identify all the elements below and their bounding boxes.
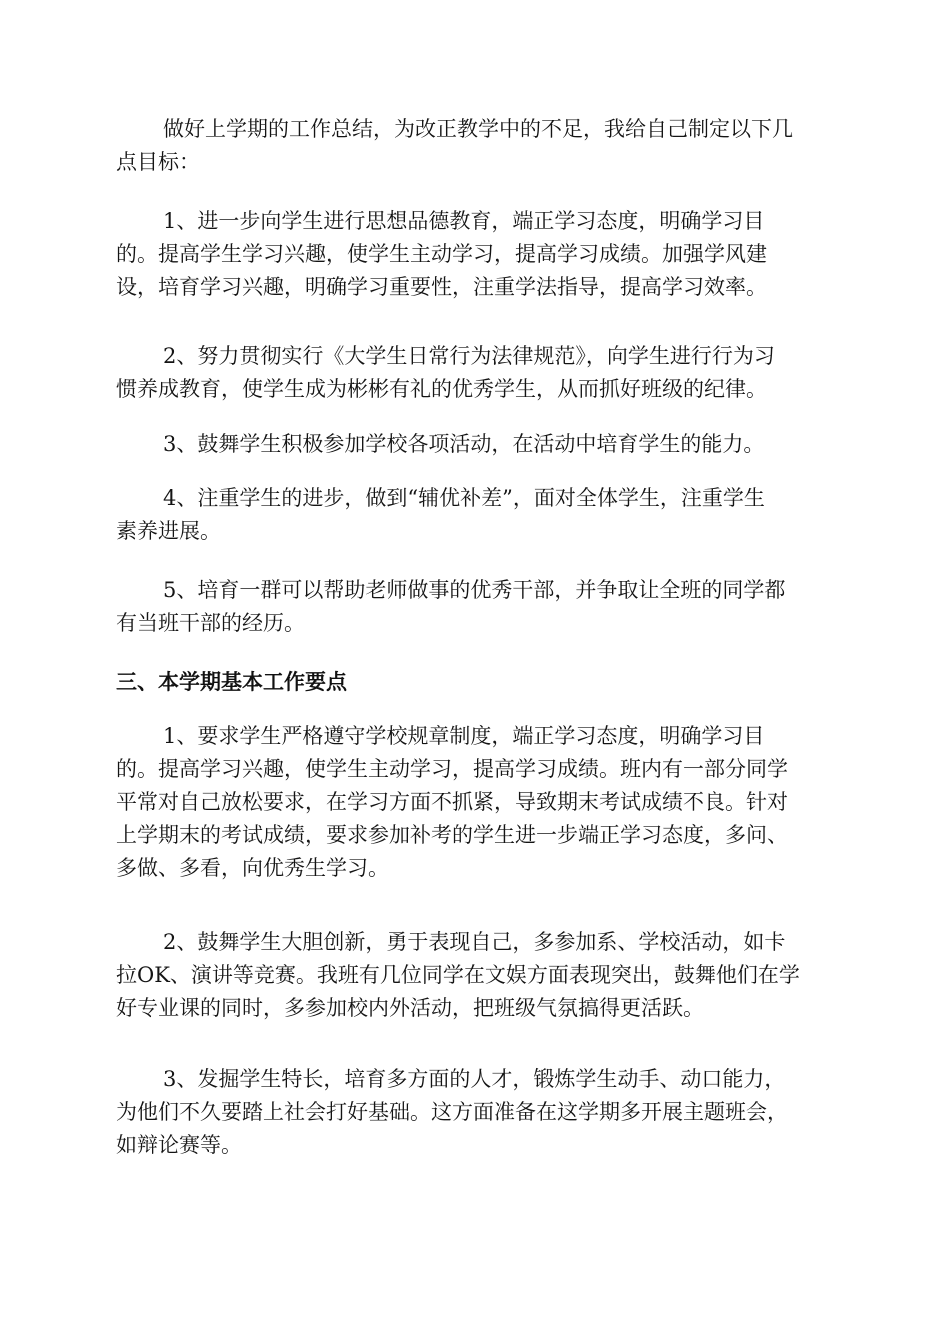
intro-paragraph (116, 113, 836, 179)
text-line: 上学期末的考试成绩，要求参加补考的学生进一步端正学习态度，多问、 (116, 823, 788, 847)
goal-item-4 (116, 482, 836, 548)
text-line: 拉OK、演讲等竞赛。我班有几位同学在文娱方面表现突出，鼓舞他们在学 (116, 963, 800, 987)
section-heading: 三、本学期基本工作要点 (116, 670, 347, 694)
work-point-3 (116, 1063, 836, 1162)
text-line: 多做、多看，向优秀生学习。 (116, 856, 389, 880)
goal-item-3 (116, 428, 836, 461)
text-line: 1、进一步向学生进行思想品德教育，端正学习态度，明确学习目 (163, 209, 765, 233)
text-line: 3、发掘学生特长，培育多方面的人才，锻炼学生动手、动口能力， (163, 1067, 786, 1091)
text-line: 3、鼓舞学生积极参加学校各项活动，在活动中培育学生的能力。 (163, 432, 765, 456)
text-line: 5、培育一群可以帮助老师做事的优秀干部，并争取让全班的同学都 (163, 578, 786, 602)
text-line: 如辩论赛等。 (116, 1133, 242, 1157)
work-point-1 (116, 720, 836, 885)
text-line: 的。提高学生学习兴趣，使学生主动学习，提高学习成绩。加强学风建 (116, 242, 767, 266)
text-line: 的。提高学习兴趣，使学生主动学习，提高学习成绩。班内有一部分同学 (116, 757, 788, 781)
goal-item-5 (116, 574, 836, 640)
text-line: 平常对自己放松要求，在学习方面不抓紧，导致期末考试成绩不良。针对 (116, 790, 788, 814)
text-line: 素养进展。 (116, 519, 221, 543)
text-line: 1、要求学生严格遵守学校规章制度，端正学习态度，明确学习目 (163, 724, 765, 748)
goal-item-2 (116, 340, 836, 406)
text-line: 好专业课的同时，多参加校内外活动，把班级气氛搞得更活跃。 (116, 996, 704, 1020)
text-line: 2、鼓舞学生大胆创新，勇于表现自己，多参加系、学校活动，如卡 (163, 930, 786, 954)
goal-item-1 (116, 205, 836, 304)
text-line: 设，培育学习兴趣，明确学习重要性，注重学法指导，提高学习效率。 (116, 275, 767, 299)
text-line: 惯养成教育，使学生成为彬彬有礼的优秀学生，从而抓好班级的纪律。 (116, 377, 767, 401)
work-point-2 (116, 926, 836, 1025)
text-line: 点目标： (116, 150, 200, 174)
text-line: 为他们不久要踏上社会打好基础。这方面准备在这学期多开展主题班会， (116, 1100, 788, 1124)
text-line: 做好上学期的工作总结，为改正教学中的不足，我给自己制定以下几 (163, 117, 793, 141)
text-line: 2、努力贯彻实行《大学生日常行为法律规范》，向学生进行行为习 (163, 344, 775, 368)
text-line: 4、注重学生的进步，做到“辅优补差”，面对全体学生，注重学生 (163, 486, 765, 510)
text-line: 有当班干部的经历。 (116, 611, 305, 635)
